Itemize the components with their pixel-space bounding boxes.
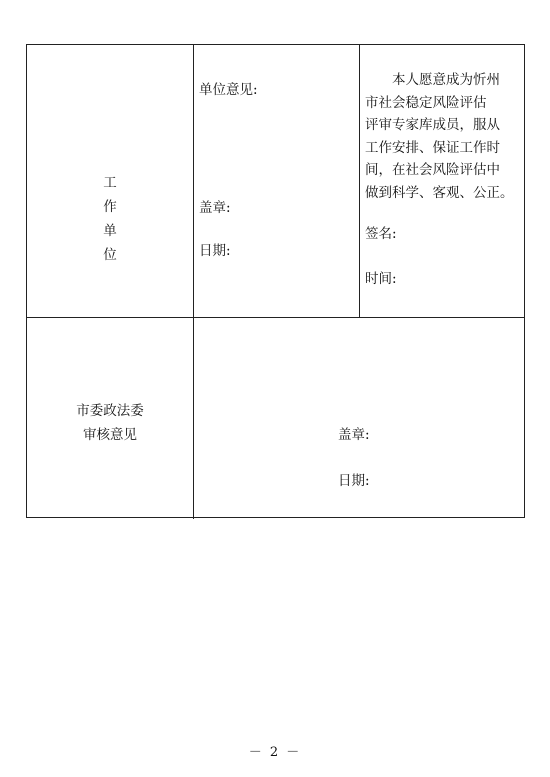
- unit-date-label: 日期:: [199, 243, 231, 259]
- pledge-statement: [365, 69, 521, 204]
- work-unit-label-char: 工: [103, 175, 117, 191]
- pledge-line: 本人愿意成为忻州: [365, 72, 500, 88]
- work-unit-label-char: 单: [103, 223, 117, 239]
- pledge-line: 做到科学、客观、公正。: [365, 184, 514, 201]
- work-unit-label-char: 作: [103, 199, 117, 215]
- time-label: 时间:: [365, 271, 397, 287]
- review-stamp-label: 盖章:: [338, 427, 370, 443]
- row-divider: [27, 317, 524, 318]
- pledge-line: 工作安排、保证工作时: [365, 139, 500, 156]
- pledge-line: 评审专家库成员，服从: [365, 117, 500, 133]
- work-unit-label-char: 位: [103, 247, 117, 263]
- column-divider-left: [193, 45, 194, 519]
- work-unit-label: [27, 171, 193, 267]
- unit-opinion-label: 单位意见:: [199, 82, 258, 98]
- unit-stamp-label: 盖章:: [199, 200, 231, 216]
- expert-application-form-table: [26, 44, 525, 518]
- signature-label: 签名:: [365, 226, 397, 242]
- review-date-label: 日期:: [338, 473, 370, 489]
- pledge-line: 市社会稳定风险评估: [365, 94, 487, 111]
- review-opinion-label: [27, 399, 193, 447]
- review-label-line: 市委政法委: [76, 403, 144, 419]
- column-divider-right: [359, 45, 360, 317]
- pledge-line: 间，在社会风险评估中: [365, 162, 500, 178]
- page-number: － 2 －: [248, 745, 302, 760]
- review-label-line: 审核意见: [83, 427, 137, 443]
